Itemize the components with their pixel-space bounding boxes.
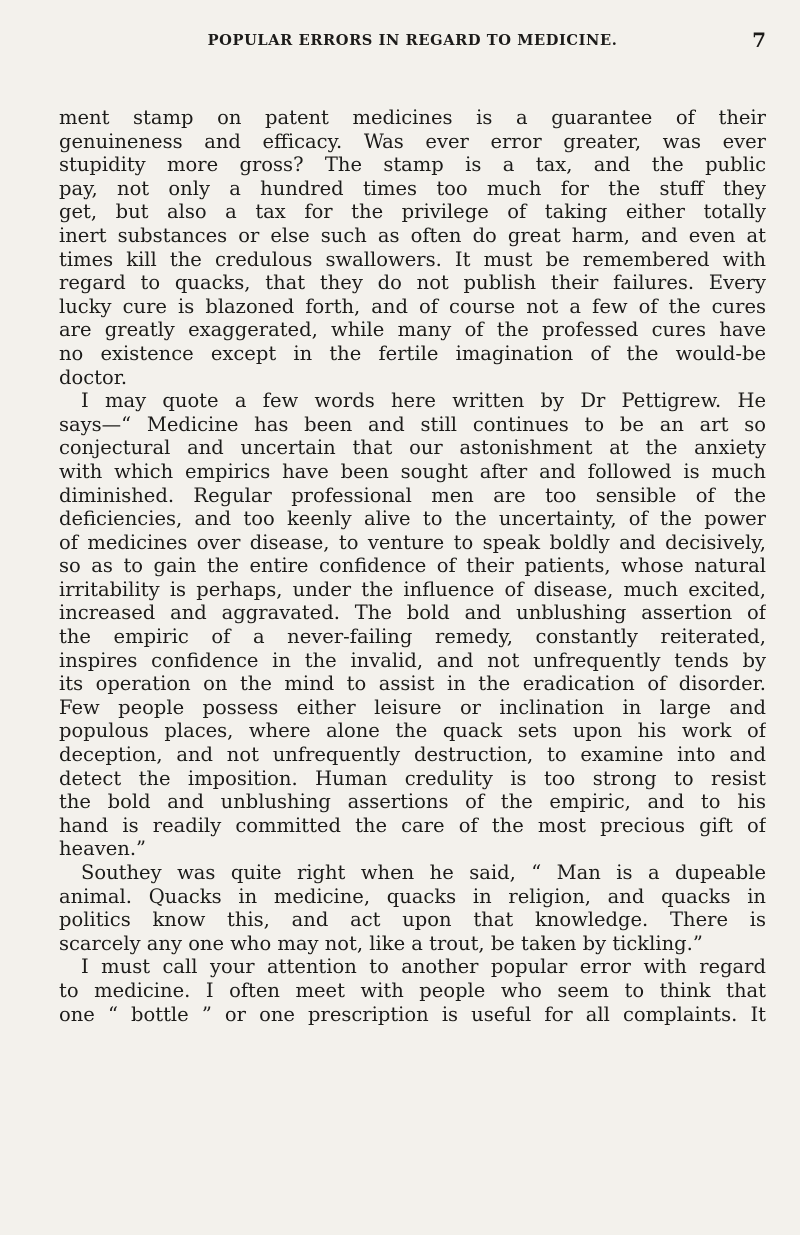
text-line: animal. Quacks in medicine, quacks in religion, and quacks in <box>59 884 766 908</box>
text-line: scarcely any one who may not, like a trout, be taken by tickling.” <box>59 931 703 955</box>
text-line: stupidity more gross? The stamp is a tax, and the public <box>59 153 766 177</box>
text-line: no existence except in the fertile imagination of the would-be <box>59 341 766 365</box>
paragraph <box>59 389 766 861</box>
text-line: diminished. Regular professional men are too sensible of the <box>59 483 766 507</box>
paragraph <box>59 861 766 955</box>
page-number: 7 <box>752 28 766 52</box>
text-line: times kill the credulous swallowers. It must be remembered with <box>59 247 766 271</box>
text-line: so as to gain the entire confidence of their patients, whose natural <box>59 554 766 578</box>
text-line: politics know this, and act upon that knowledge. There is <box>59 908 766 932</box>
text-line: lucky cure is blazoned forth, and of course not a few of the cures <box>59 294 766 318</box>
text-line: increased and aggravated. The bold and unblushing assertion of <box>59 601 766 625</box>
text-line: its operation on the mind to assist in the eradication of disorder. <box>59 672 766 696</box>
text-line: irritability is perhaps, under the influence of disease, much excited, <box>59 577 766 601</box>
text-line: to medicine. I often meet with people who seem to think that <box>59 978 766 1002</box>
text-line: ment stamp on patent medicines is a guarantee of their <box>59 106 766 129</box>
text-line: the empiric of a never-failing remedy, constantly reiterated, <box>59 625 766 649</box>
text-line: with which empirics have been sought after and followed is much <box>59 459 766 483</box>
text-line: one “ bottle ” or one prescription is useful for all complaints. It <box>59 1002 766 1026</box>
text-line: I may quote a few words here written by Dr Pettigrew. He <box>81 389 766 413</box>
paragraph <box>59 106 766 389</box>
body-text <box>59 106 766 1026</box>
text-line: pay, not only a hundred times too much for the stuff they <box>59 176 766 200</box>
text-line: Few people possess either leisure or inclination in large and <box>59 695 766 719</box>
text-line: says—“ Medicine has been and still continues to be an art so <box>59 412 766 436</box>
text-line: of medicines over disease, to venture to speak boldly and decisively, <box>59 530 766 554</box>
text-line: conjectural and uncertain that our astonishment at the anxiety <box>59 436 766 460</box>
text-line: doctor. <box>59 365 128 389</box>
text-line: get, but also a tax for the privilege of taking either totally <box>59 200 766 224</box>
text-line: populous places, where alone the quack sets upon his work of <box>59 719 766 743</box>
text-line: I must call your attention to another popular error with regard <box>81 955 766 979</box>
text-line: genuineness and efficacy. Was ever error greater, was ever <box>59 129 766 153</box>
running-title: POPULAR ERRORS IN REGARD TO MEDICINE. <box>207 32 618 49</box>
paragraph <box>59 955 766 1026</box>
text-line: heaven.” <box>59 837 147 861</box>
text-line: inspires confidence in the invalid, and not unfrequently tends by <box>59 648 766 672</box>
text-line: the bold and unblushing assertions of the empiric, and to his <box>59 790 766 814</box>
text-line: are greatly exaggerated, while many of the professed cures have <box>59 318 766 342</box>
text-line: deficiencies, and too keenly alive to the uncertainty, of the power <box>59 507 766 531</box>
text-line: regard to quacks, that they do not publish their failures. Every <box>59 271 766 295</box>
running-header <box>59 30 766 58</box>
text-line: inert substances or else such as often do great harm, and even at <box>59 223 766 247</box>
text-line: deception, and not unfrequently destruction, to examine into and <box>59 743 766 767</box>
text-line: detect the imposition. Human credulity is too strong to resist <box>59 766 766 790</box>
text-line: Southey was quite right when he said, “ Man is a dupeable <box>81 861 766 884</box>
text-line: hand is readily committed the care of the most precious gift of <box>59 813 766 837</box>
